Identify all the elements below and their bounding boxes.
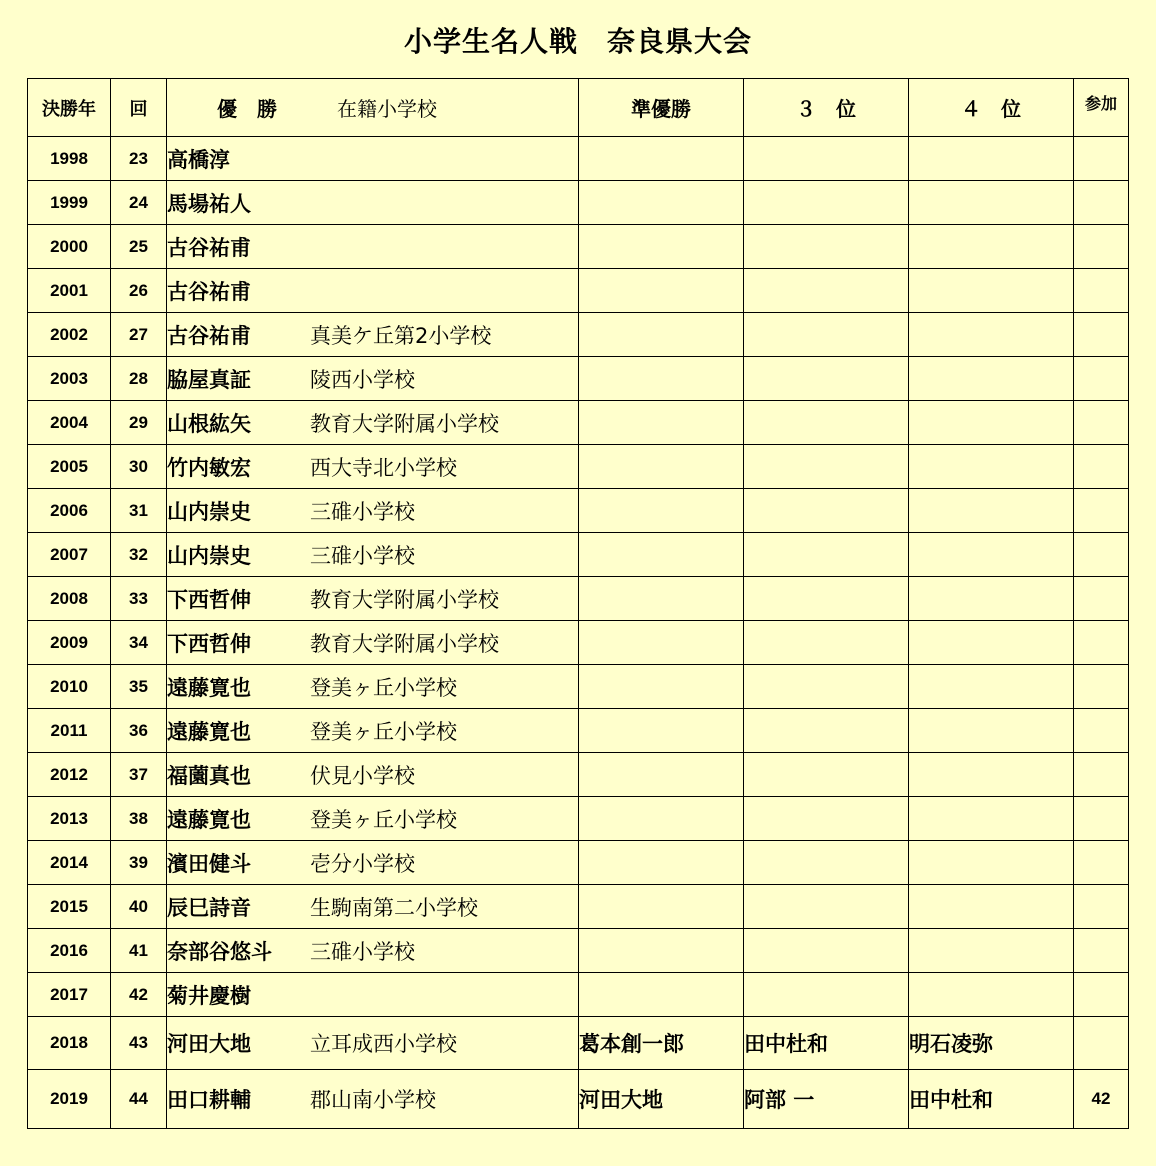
winner-name: 下西哲伸: [167, 631, 251, 656]
round-cell: 31: [111, 489, 167, 533]
table-row: [28, 841, 1129, 885]
winner-cell: [167, 885, 579, 929]
runner-up-cell: [579, 973, 744, 1017]
winner-cell: [167, 225, 579, 269]
round-cell: 42: [111, 973, 167, 1017]
participants-cell: [1074, 1017, 1129, 1070]
fourth-place-cell: [909, 225, 1074, 269]
winner-name: 古谷祐甫: [167, 323, 251, 348]
third-place-cell: [744, 841, 909, 885]
school-name: 真美ケ丘第2小学校: [310, 323, 492, 348]
participants-cell: [1074, 357, 1129, 401]
header-school: 在籍小学校: [337, 97, 437, 121]
third-place-cell: [744, 797, 909, 841]
fourth-place-cell: 田中杜和: [909, 1070, 1074, 1129]
winner-name: 竹内敏宏: [167, 455, 251, 480]
winner-name: 福薗真也: [167, 763, 251, 788]
winner-name: 山内崇史: [167, 543, 251, 568]
third-place-cell: [744, 445, 909, 489]
third-place-cell: [744, 137, 909, 181]
round-cell: 23: [111, 137, 167, 181]
year-cell: 2011: [28, 709, 111, 753]
table-row: [28, 885, 1129, 929]
table-row: [28, 973, 1129, 1017]
runner-up-cell: [579, 841, 744, 885]
year-cell: 2012: [28, 753, 111, 797]
year-cell: 2019: [28, 1070, 111, 1129]
table-row: [28, 225, 1129, 269]
runner-up-cell: [579, 225, 744, 269]
winner-cell: [167, 1017, 579, 1070]
runner-up-cell: [579, 489, 744, 533]
year-cell: 2014: [28, 841, 111, 885]
winner-name: 濱田健斗: [167, 851, 251, 876]
runner-up-cell: [579, 445, 744, 489]
round-cell: 30: [111, 445, 167, 489]
winner-name: 辰巳詩音: [167, 895, 251, 920]
runner-up-cell: [579, 621, 744, 665]
third-place-cell: 阿部 一: [744, 1070, 909, 1129]
winner-cell: [167, 665, 579, 709]
participants-cell: [1074, 533, 1129, 577]
winner-name: 古谷祐甫: [167, 279, 251, 304]
third-place-cell: [744, 533, 909, 577]
fourth-place-cell: [909, 577, 1074, 621]
round-cell: 24: [111, 181, 167, 225]
fourth-place-cell: [909, 797, 1074, 841]
winner-name: 下西哲伸: [167, 587, 251, 612]
participants-cell: [1074, 665, 1129, 709]
winner-cell: [167, 797, 579, 841]
round-cell: 41: [111, 929, 167, 973]
winner-name: 高橋淳: [167, 147, 230, 172]
table-row: [28, 621, 1129, 665]
page-title: 小学生名人戦 奈良県大会: [403, 25, 752, 58]
participants-cell: [1074, 973, 1129, 1017]
table-row: [28, 445, 1129, 489]
fourth-place-cell: [909, 973, 1074, 1017]
year-cell: 2015: [28, 885, 111, 929]
header-fourth: ４ 位: [909, 79, 1074, 137]
third-place-cell: [744, 181, 909, 225]
third-place-cell: [744, 401, 909, 445]
participants-cell: [1074, 489, 1129, 533]
header-row: [28, 79, 1129, 137]
participants-cell: [1074, 401, 1129, 445]
winner-cell: [167, 181, 579, 225]
participants-cell: [1074, 709, 1129, 753]
school-name: 三碓小学校: [310, 499, 415, 524]
fourth-place-cell: [909, 181, 1074, 225]
table-row: [28, 797, 1129, 841]
third-place-cell: [744, 269, 909, 313]
table-row: [28, 665, 1129, 709]
header-third: ３ 位: [744, 79, 909, 137]
year-cell: 2004: [28, 401, 111, 445]
third-place-cell: [744, 313, 909, 357]
participants-cell: [1074, 181, 1129, 225]
table-row: [28, 1017, 1129, 1070]
runner-up-cell: [579, 709, 744, 753]
school-name: 教育大学附属小学校: [310, 587, 499, 612]
third-place-cell: [744, 973, 909, 1017]
third-place-cell: 田中杜和: [744, 1017, 909, 1070]
winner-cell: [167, 445, 579, 489]
school-name: 立耳成西小学校: [310, 1032, 457, 1056]
participants-cell: [1074, 445, 1129, 489]
year-cell: 2000: [28, 225, 111, 269]
round-cell: 39: [111, 841, 167, 885]
runner-up-cell: [579, 577, 744, 621]
participants-cell: [1074, 753, 1129, 797]
third-place-cell: [744, 621, 909, 665]
table-row: [28, 753, 1129, 797]
runner-up-cell: [579, 357, 744, 401]
runner-up-cell: 葛本創一郎: [579, 1017, 744, 1070]
round-cell: 37: [111, 753, 167, 797]
runner-up-cell: [579, 269, 744, 313]
winner-cell: [167, 137, 579, 181]
winner-cell: [167, 621, 579, 665]
table-row: [28, 401, 1129, 445]
winner-cell: [167, 357, 579, 401]
third-place-cell: [744, 357, 909, 401]
results-body: [28, 137, 1129, 1129]
round-cell: 29: [111, 401, 167, 445]
third-place-cell: [744, 885, 909, 929]
school-name: 登美ヶ丘小学校: [310, 807, 457, 832]
third-place-cell: [744, 225, 909, 269]
participants-cell: [1074, 577, 1129, 621]
participants-cell: [1074, 225, 1129, 269]
table-row: [28, 137, 1129, 181]
year-cell: 2008: [28, 577, 111, 621]
participants-cell: [1074, 269, 1129, 313]
school-name: 登美ヶ丘小学校: [310, 675, 457, 700]
third-place-cell: [744, 489, 909, 533]
winner-cell: [167, 1070, 579, 1129]
participants-cell: [1074, 621, 1129, 665]
runner-up-cell: [579, 313, 744, 357]
table-row: [28, 709, 1129, 753]
participants-cell: [1074, 841, 1129, 885]
round-cell: 38: [111, 797, 167, 841]
school-name: 陵西小学校: [310, 367, 415, 392]
runner-up-cell: [579, 929, 744, 973]
header-winner-school: [167, 79, 579, 137]
year-cell: 2009: [28, 621, 111, 665]
table-row: [28, 1070, 1129, 1129]
fourth-place-cell: [909, 753, 1074, 797]
school-name: 壱分小学校: [310, 851, 415, 876]
header-count: 参加: [1074, 79, 1129, 137]
winner-name: 田口耕輔: [167, 1088, 251, 1112]
winner-cell: [167, 269, 579, 313]
round-cell: 43: [111, 1017, 167, 1070]
runner-up-cell: 河田大地: [579, 1070, 744, 1129]
fourth-place-cell: [909, 665, 1074, 709]
winner-name: 遠藤寛也: [167, 807, 251, 832]
fourth-place-cell: [909, 885, 1074, 929]
school-name: 伏見小学校: [310, 763, 415, 788]
fourth-place-cell: [909, 357, 1074, 401]
runner-up-cell: [579, 753, 744, 797]
fourth-place-cell: [909, 489, 1074, 533]
winner-cell: [167, 841, 579, 885]
fourth-place-cell: [909, 929, 1074, 973]
winner-cell: [167, 709, 579, 753]
fourth-place-cell: [909, 269, 1074, 313]
participants-cell: [1074, 137, 1129, 181]
year-cell: 2013: [28, 797, 111, 841]
winner-name: 山内崇史: [167, 499, 251, 524]
round-cell: 35: [111, 665, 167, 709]
round-cell: 25: [111, 225, 167, 269]
school-name: 生駒南第二小学校: [310, 895, 478, 920]
table-row: [28, 577, 1129, 621]
year-cell: 2007: [28, 533, 111, 577]
runner-up-cell: [579, 181, 744, 225]
third-place-cell: [744, 577, 909, 621]
school-name: 教育大学附属小学校: [310, 411, 499, 436]
header-year: 決勝年: [28, 79, 111, 137]
round-cell: 33: [111, 577, 167, 621]
participants-cell: [1074, 885, 1129, 929]
winner-cell: [167, 313, 579, 357]
round-cell: 26: [111, 269, 167, 313]
table-row: [28, 313, 1129, 357]
fourth-place-cell: [909, 137, 1074, 181]
year-cell: 2018: [28, 1017, 111, 1070]
year-cell: 2003: [28, 357, 111, 401]
fourth-place-cell: [909, 445, 1074, 489]
results-table: [27, 78, 1129, 1129]
table-row: [28, 357, 1129, 401]
year-cell: 2006: [28, 489, 111, 533]
participants-cell: [1074, 313, 1129, 357]
fourth-place-cell: [909, 533, 1074, 577]
winner-name: 脇屋真証: [167, 367, 251, 392]
school-name: 三碓小学校: [310, 543, 415, 568]
fourth-place-cell: [909, 841, 1074, 885]
third-place-cell: [744, 929, 909, 973]
table-row: [28, 269, 1129, 313]
table-row: [28, 489, 1129, 533]
year-cell: 2010: [28, 665, 111, 709]
year-cell: 2017: [28, 973, 111, 1017]
table-row: [28, 533, 1129, 577]
winner-cell: [167, 753, 579, 797]
winner-name: 奈部谷悠斗: [167, 939, 272, 964]
round-cell: 34: [111, 621, 167, 665]
header-round: 回: [111, 79, 167, 137]
third-place-cell: [744, 709, 909, 753]
year-cell: 2016: [28, 929, 111, 973]
fourth-place-cell: [909, 313, 1074, 357]
round-cell: 40: [111, 885, 167, 929]
table-row: [28, 181, 1129, 225]
school-name: 西大寺北小学校: [310, 455, 457, 480]
school-name: 教育大学附属小学校: [310, 631, 499, 656]
runner-up-cell: [579, 533, 744, 577]
year-cell: 2005: [28, 445, 111, 489]
winner-name: 河田大地: [167, 1032, 251, 1056]
participants-cell: [1074, 929, 1129, 973]
winner-cell: [167, 489, 579, 533]
school-name: 登美ヶ丘小学校: [310, 719, 457, 744]
round-cell: 32: [111, 533, 167, 577]
round-cell: 36: [111, 709, 167, 753]
round-cell: 28: [111, 357, 167, 401]
runner-up-cell: [579, 665, 744, 709]
school-name: 三碓小学校: [310, 939, 415, 964]
participants-cell: [1074, 797, 1129, 841]
winner-name: 山根紘矢: [167, 411, 251, 436]
winner-name: 遠藤寛也: [167, 719, 251, 744]
winner-cell: [167, 533, 579, 577]
fourth-place-cell: [909, 401, 1074, 445]
third-place-cell: [744, 665, 909, 709]
year-cell: 1998: [28, 137, 111, 181]
year-cell: 2002: [28, 313, 111, 357]
winner-name: 馬場祐人: [167, 191, 251, 216]
fourth-place-cell: 明石凌弥: [909, 1017, 1074, 1070]
fourth-place-cell: [909, 621, 1074, 665]
winner-cell: [167, 401, 579, 445]
winner-cell: [167, 973, 579, 1017]
runner-up-cell: [579, 401, 744, 445]
header-winner: 優 勝: [217, 97, 277, 121]
round-cell: 44: [111, 1070, 167, 1129]
runner-up-cell: [579, 885, 744, 929]
fourth-place-cell: [909, 709, 1074, 753]
header-runner-up: 準優勝: [579, 79, 744, 137]
winner-name: 菊井慶樹: [167, 983, 251, 1008]
runner-up-cell: [579, 797, 744, 841]
year-cell: 1999: [28, 181, 111, 225]
participants-cell: 42: [1074, 1070, 1129, 1129]
table-row: [28, 929, 1129, 973]
winner-name: 古谷祐甫: [167, 235, 251, 260]
round-cell: 27: [111, 313, 167, 357]
third-place-cell: [744, 753, 909, 797]
year-cell: 2001: [28, 269, 111, 313]
school-name: 郡山南小学校: [310, 1088, 436, 1112]
winner-name: 遠藤寛也: [167, 675, 251, 700]
winner-cell: [167, 577, 579, 621]
winner-cell: [167, 929, 579, 973]
runner-up-cell: [579, 137, 744, 181]
